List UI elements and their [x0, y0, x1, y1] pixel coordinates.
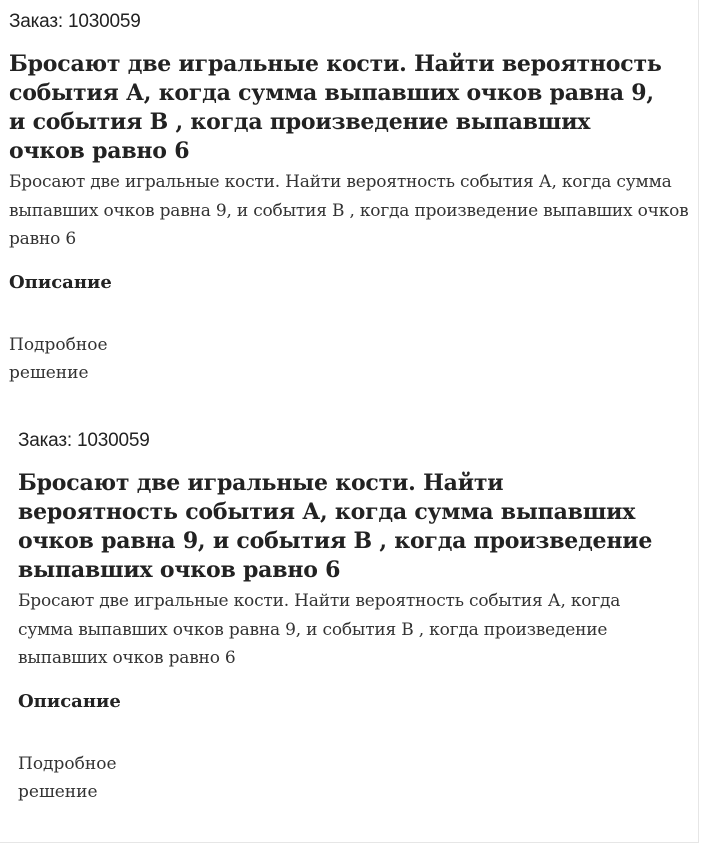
- task-text: Бросают две игральные кости. Найти вероятность события А, когда сумма выпавших очков равна 9, и события В , когда произведение выпавших очков равно 6: [18, 591, 621, 668]
- task-title: Бросают две игральные кости. Найти вероятность события А, когда сумма выпавших очков равна 9, и события В , когда произведение выпавших очков равно 6: [18, 470, 653, 583]
- order-number: Заказ: 1030059: [9, 11, 141, 32]
- order-card: [9, 8, 689, 388]
- description-heading: Описание: [18, 690, 121, 712]
- order-number: Заказ: 1030059: [18, 430, 150, 451]
- task-text: Бросают две игральные кости. Найти вероятность события А, когда сумма выпавших очков равна 9, и события В , когда произведение выпавших очков равно 6: [9, 172, 689, 249]
- order-card: [18, 427, 698, 807]
- detailed-solution-link[interactable]: Подробное решение: [18, 753, 117, 802]
- description-heading: Описание: [9, 271, 112, 293]
- task-title: Бросают две игральные кости. Найти вероятность события А, когда сумма выпавших очков равна 9, и события В , когда произведение выпавших очков равно 6: [9, 51, 662, 164]
- detailed-solution-link[interactable]: Подробное решение: [9, 334, 108, 383]
